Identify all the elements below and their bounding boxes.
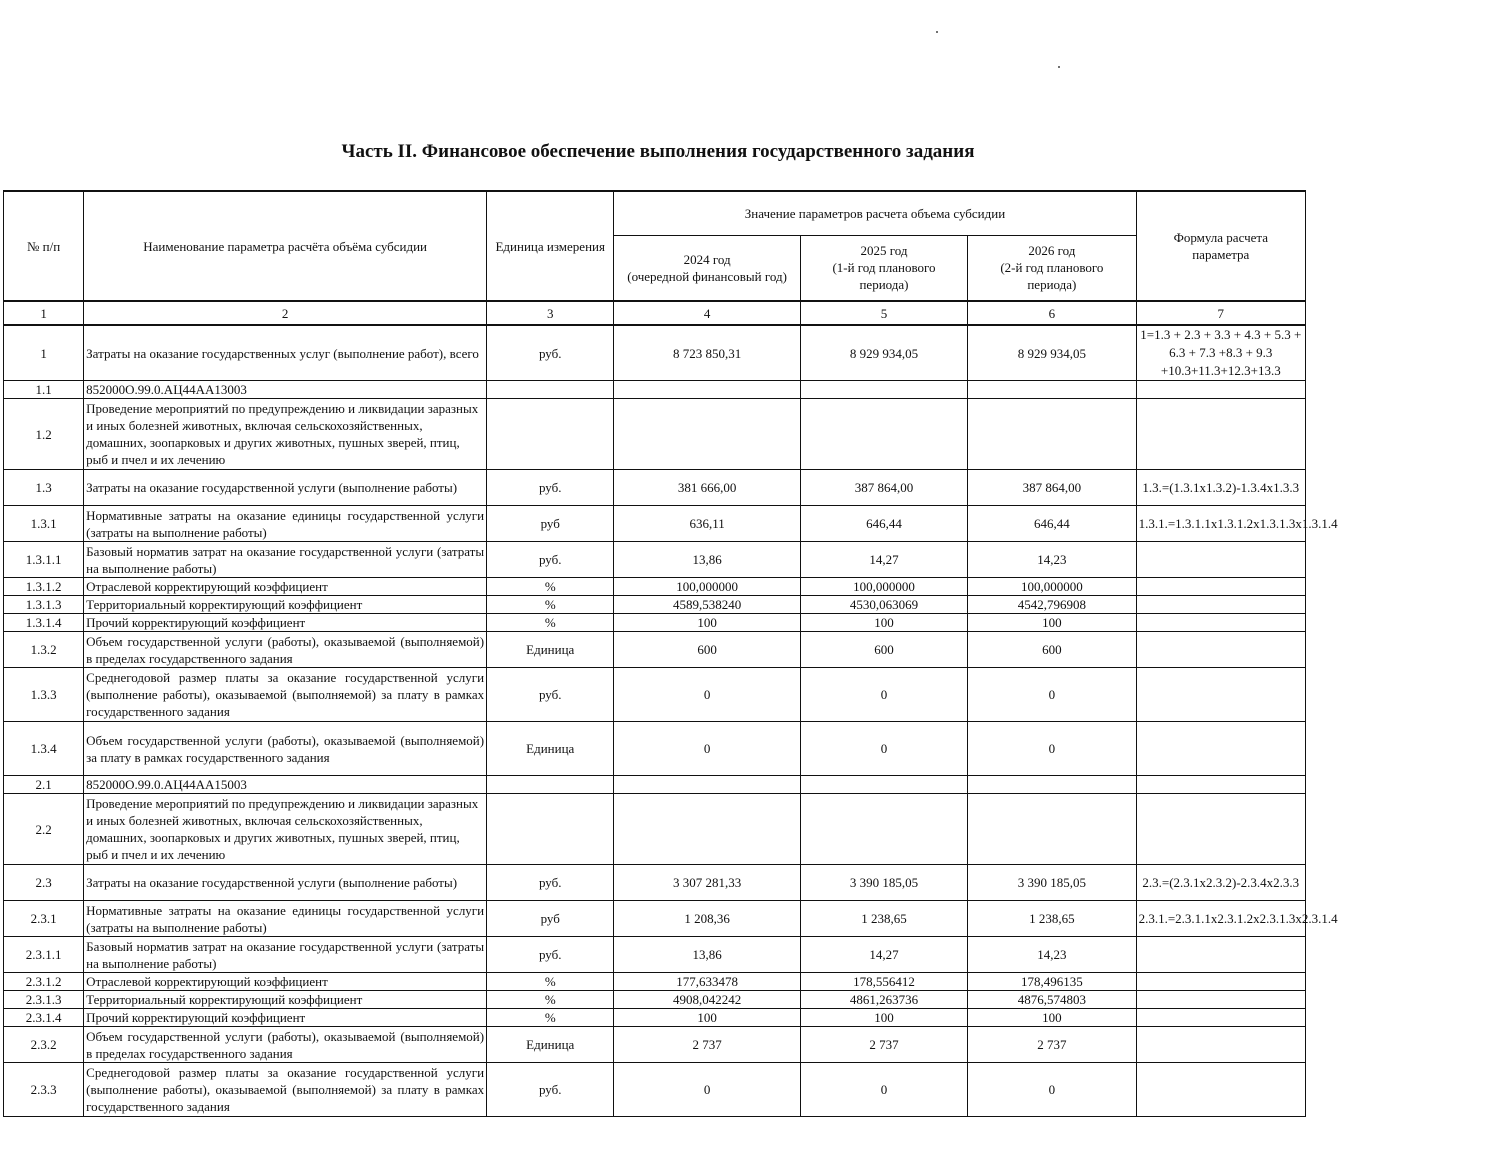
header-row (4, 191, 1306, 235)
value-2025: 0 (800, 722, 967, 776)
value-2024: 4589,538240 (614, 596, 800, 614)
unit-cell: % (487, 973, 614, 991)
column-number: 7 (1136, 301, 1305, 325)
parameter-name: Базовый норматив затрат на оказание государственной услуги (затраты на выполнение работы) (84, 542, 487, 578)
value-2024: 0 (614, 722, 800, 776)
value-2024: 600 (614, 632, 800, 668)
table-row (4, 399, 1306, 470)
unit-cell: % (487, 596, 614, 614)
header-year-line: (1-й год планового (832, 260, 936, 276)
value-2025: 3 390 185,05 (800, 865, 967, 901)
value-2025: 100,000000 (800, 578, 967, 596)
value-2025: 100 (800, 1009, 967, 1027)
row-number: 1.3.2 (4, 632, 84, 668)
header-values-group: Значение параметров расчета объема субсидии (614, 191, 1136, 235)
parameter-name: Объем государственной услуги (работы), оказываемой (выполняемой) за плату в рамках государственного задания (84, 722, 487, 776)
table-row (4, 722, 1306, 776)
value-2024: 8 723 850,31 (614, 325, 800, 381)
value-2026: 387 864,00 (968, 470, 1136, 506)
table-row (4, 614, 1306, 632)
row-number: 2.3.1.1 (4, 937, 84, 973)
unit-cell: руб. (487, 325, 614, 381)
header-year-line: 2026 год (1028, 243, 1076, 259)
value-2024: 636,11 (614, 506, 800, 542)
value-2025 (800, 381, 967, 399)
formula-cell (1136, 381, 1305, 399)
value-2025: 4861,263736 (800, 991, 967, 1009)
row-number: 2.2 (4, 794, 84, 865)
header-formula-line: параметра (1192, 247, 1250, 262)
value-2024: 13,86 (614, 937, 800, 973)
row-number: 1.3.1 (4, 506, 84, 542)
row-number: 1.3.3 (4, 668, 84, 722)
formula-cell (1136, 794, 1305, 865)
table-row (4, 632, 1306, 668)
value-2024: 100 (614, 1009, 800, 1027)
row-number: 2.3 (4, 865, 84, 901)
value-2025 (800, 399, 967, 470)
parameter-name: Затраты на оказание государственных услуг (выполнение работ), всего (84, 325, 487, 381)
table-row (4, 470, 1306, 506)
parameter-name: 852000О.99.0.АЦ44АА13003 (84, 381, 487, 399)
value-2025: 4530,063069 (800, 596, 967, 614)
row-number: 2.3.1 (4, 901, 84, 937)
parameter-name: Затраты на оказание государственной услуги (выполнение работы) (84, 470, 487, 506)
value-2026: 14,23 (968, 937, 1136, 973)
value-2025 (800, 794, 967, 865)
row-number: 1.3.4 (4, 722, 84, 776)
formula-cell (1136, 991, 1305, 1009)
column-number: 4 (614, 301, 800, 325)
value-2026: 3 390 185,05 (968, 865, 1136, 901)
unit-cell (487, 399, 614, 470)
value-2025: 2 737 (800, 1027, 967, 1063)
parameter-name: Нормативные затраты на оказание единицы государственной услуги (затраты на выполнение работы) (84, 901, 487, 937)
unit-cell: руб. (487, 1063, 614, 1117)
value-2025: 178,556412 (800, 973, 967, 991)
table-row (4, 1009, 1306, 1027)
unit-cell: % (487, 578, 614, 596)
header-year-2024 (614, 235, 800, 301)
value-2025: 100 (800, 614, 967, 632)
row-number: 2.3.1.4 (4, 1009, 84, 1027)
value-2024: 1 208,36 (614, 901, 800, 937)
formula-cell (1136, 632, 1305, 668)
parameter-name: Базовый норматив затрат на оказание государственной услуги (затраты на выполнение работы) (84, 937, 487, 973)
row-number: 1.3.1.3 (4, 596, 84, 614)
table-row (4, 991, 1306, 1009)
header-formula (1136, 191, 1305, 301)
column-number: 1 (4, 301, 84, 325)
parameter-name: Территориальный корректирующий коэффициент (84, 991, 487, 1009)
formula-cell (1136, 1063, 1305, 1117)
header-year-line: периода) (1027, 277, 1077, 293)
formula-cell (1136, 399, 1305, 470)
unit-cell: % (487, 1009, 614, 1027)
formula-cell (1136, 596, 1305, 614)
table-row (4, 865, 1306, 901)
value-2026: 0 (968, 668, 1136, 722)
unit-cell: % (487, 991, 614, 1009)
value-2024: 0 (614, 668, 800, 722)
unit-cell: руб (487, 901, 614, 937)
formula-cell (1136, 776, 1305, 794)
parameter-name: Проведение мероприятий по предупреждению и ликвидации заразных и иных болезней животных, включая сельскохозяйственных, домашних, зоопарковых и других животных, пушных зверей, птиц, рыб и пчел и их лечению (84, 399, 487, 470)
column-number: 6 (968, 301, 1136, 325)
value-2025: 0 (800, 668, 967, 722)
parameter-name: 852000О.99.0.АЦ44АА15003 (84, 776, 487, 794)
table-row (4, 776, 1306, 794)
row-number: 1.1 (4, 381, 84, 399)
table-row (4, 542, 1306, 578)
formula-cell (1136, 668, 1305, 722)
value-2025: 14,27 (800, 542, 967, 578)
header-year-line: (2-й год планового (1000, 260, 1104, 276)
row-number: 2.1 (4, 776, 84, 794)
header-year-2026 (968, 235, 1136, 301)
page-title: Часть II. Финансовое обеспечение выполнения государственного задания (341, 141, 975, 162)
table-row (4, 1027, 1306, 1063)
column-number: 3 (487, 301, 614, 325)
value-2026: 600 (968, 632, 1136, 668)
value-2026 (968, 776, 1136, 794)
parameter-name: Среднегодовой размер платы за оказание государственной услуги (выполнение работы), оказываемой (выполняемой) за плату в рамках государственного задания (84, 668, 487, 722)
unit-cell: Единица (487, 1027, 614, 1063)
unit-cell: руб. (487, 542, 614, 578)
value-2026: 4542,796908 (968, 596, 1136, 614)
value-2026: 100 (968, 614, 1136, 632)
row-number: 2.3.2 (4, 1027, 84, 1063)
header-name: Наименование параметра расчёта объёма субсидии (84, 191, 487, 301)
value-2026 (968, 399, 1136, 470)
parameter-name: Прочий корректирующий коэффициент (84, 614, 487, 632)
value-2025: 600 (800, 632, 967, 668)
table-row (4, 506, 1306, 542)
unit-cell: руб. (487, 937, 614, 973)
formula-cell (1136, 937, 1305, 973)
parameter-name: Среднегодовой размер платы за оказание государственной услуги (выполнение работы), оказываемой (выполняемой) за плату в рамках государственного задания (84, 1063, 487, 1117)
value-2024: 4908,042242 (614, 991, 800, 1009)
formula-cell (1136, 722, 1305, 776)
header-year-line: 2024 год (683, 251, 731, 267)
value-2026: 4876,574803 (968, 991, 1136, 1009)
formula-cell (1136, 614, 1305, 632)
value-2026: 100,000000 (968, 578, 1136, 596)
table-row (4, 325, 1306, 381)
unit-cell: Единица (487, 632, 614, 668)
table-row (4, 596, 1306, 614)
table-row (4, 1063, 1306, 1117)
header-year-line: периода) (859, 277, 909, 293)
unit-cell: % (487, 614, 614, 632)
unit-cell: руб. (487, 470, 614, 506)
value-2024 (614, 776, 800, 794)
parameter-name: Отраслевой корректирующий коэффициент (84, 973, 487, 991)
table-row (4, 668, 1306, 722)
formula-cell (1136, 578, 1305, 596)
value-2026: 0 (968, 722, 1136, 776)
value-2024: 0 (614, 1063, 800, 1117)
value-2025 (800, 776, 967, 794)
value-2024 (614, 381, 800, 399)
subsidy-parameters-table (3, 190, 1338, 1117)
value-2024: 13,86 (614, 542, 800, 578)
value-2026: 14,23 (968, 542, 1136, 578)
formula-cell: 1.3.1.=1.3.1.1х1.3.1.2х1.3.1.3х1.3.1.4 (1136, 506, 1305, 542)
parameter-name: Территориальный корректирующий коэффициент (84, 596, 487, 614)
row-number: 2.3.1.2 (4, 973, 84, 991)
value-2026: 2 737 (968, 1027, 1136, 1063)
table-row (4, 937, 1306, 973)
parameter-name: Проведение мероприятий по предупреждению и ликвидации заразных и иных болезней животных, включая сельскохозяйственных, домашних, зоопарковых и других животных, пушных зверей, птиц, рыб и пчел и их лечению (84, 794, 487, 865)
value-2026: 1 238,65 (968, 901, 1136, 937)
value-2024 (614, 794, 800, 865)
unit-cell (487, 794, 614, 865)
value-2026: 646,44 (968, 506, 1136, 542)
value-2026: 8 929 934,05 (968, 325, 1136, 381)
value-2025: 387 864,00 (800, 470, 967, 506)
value-2026: 178,496135 (968, 973, 1136, 991)
column-number: 2 (84, 301, 487, 325)
column-number-row (4, 301, 1306, 325)
formula-cell: 2.3.=(2.3.1х2.3.2)-2.3.4х2.3.3 (1136, 865, 1305, 901)
value-2025: 0 (800, 1063, 967, 1117)
value-2026 (968, 794, 1136, 865)
header-num: № п/п (4, 191, 84, 301)
table-row (4, 973, 1306, 991)
table-row (4, 578, 1306, 596)
value-2026 (968, 381, 1136, 399)
value-2025: 8 929 934,05 (800, 325, 967, 381)
parameter-name: Нормативные затраты на оказание единицы государственной услуги (затраты на выполнение работы) (84, 506, 487, 542)
row-number: 1 (4, 325, 84, 381)
parameter-name: Затраты на оказание государственной услуги (выполнение работы) (84, 865, 487, 901)
column-number: 5 (800, 301, 967, 325)
header-year-line: 2025 год (860, 243, 908, 259)
formula-cell: 2.3.1.=2.3.1.1х2.3.1.2х2.3.1.3х2.3.1.4 (1136, 901, 1305, 937)
table-row (4, 794, 1306, 865)
row-number: 1.3.1.4 (4, 614, 84, 632)
formula-cell: 1=1.3 + 2.3 + 3.3 + 4.3 + 5.3 + 6.3 + 7.3 +8.3 + 9.3 +10.3+11.3+12.3+13.3 (1136, 325, 1305, 381)
unit-cell: Единица (487, 722, 614, 776)
scan-speck (1058, 66, 1060, 68)
unit-cell (487, 776, 614, 794)
unit-cell: руб (487, 506, 614, 542)
header-year-line: (очередной финансовый год) (627, 268, 787, 284)
value-2024: 381 666,00 (614, 470, 800, 506)
header-year-2025 (800, 235, 967, 301)
header-unit: Единица измерения (487, 191, 614, 301)
parameter-name: Объем государственной услуги (работы), оказываемой (выполняемой) в пределах государственного задания (84, 632, 487, 668)
row-number: 2.3.3 (4, 1063, 84, 1117)
value-2025: 14,27 (800, 937, 967, 973)
value-2024: 177,633478 (614, 973, 800, 991)
value-2024 (614, 399, 800, 470)
parameter-name: Отраслевой корректирующий коэффициент (84, 578, 487, 596)
scan-speck (936, 31, 938, 33)
row-number: 1.3 (4, 470, 84, 506)
value-2024: 100 (614, 614, 800, 632)
parameter-name: Объем государственной услуги (работы), оказываемой (выполняемой) в пределах государственного задания (84, 1027, 487, 1063)
unit-cell: руб. (487, 668, 614, 722)
header-formula-line: Формула расчета (1173, 230, 1268, 245)
unit-cell (487, 381, 614, 399)
formula-cell: 1.3.=(1.3.1х1.3.2)-1.3.4х1.3.3 (1136, 470, 1305, 506)
formula-cell (1136, 542, 1305, 578)
row-number: 1.3.1.1 (4, 542, 84, 578)
value-2026: 100 (968, 1009, 1136, 1027)
unit-cell: руб. (487, 865, 614, 901)
formula-cell (1136, 1027, 1305, 1063)
value-2025: 646,44 (800, 506, 967, 542)
row-number: 1.3.1.2 (4, 578, 84, 596)
formula-cell (1136, 973, 1305, 991)
row-number: 2.3.1.3 (4, 991, 84, 1009)
table-row (4, 381, 1306, 399)
value-2024: 2 737 (614, 1027, 800, 1063)
formula-cell (1136, 1009, 1305, 1027)
parameter-name: Прочий корректирующий коэффициент (84, 1009, 487, 1027)
value-2024: 3 307 281,33 (614, 865, 800, 901)
value-2026: 0 (968, 1063, 1136, 1117)
value-2024: 100,000000 (614, 578, 800, 596)
row-number: 1.2 (4, 399, 84, 470)
table-row (4, 901, 1306, 937)
value-2025: 1 238,65 (800, 901, 967, 937)
